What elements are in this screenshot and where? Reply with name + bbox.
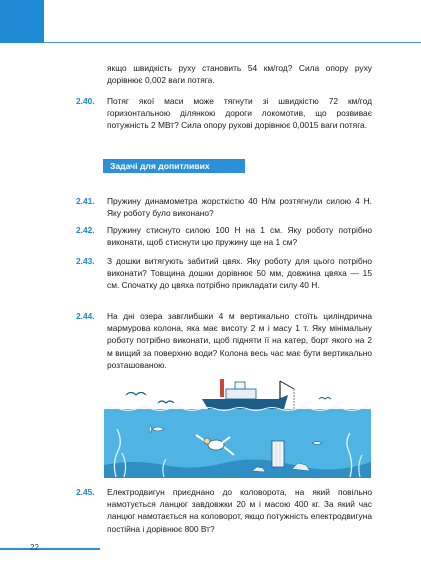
problem-number: 2.45. — [76, 487, 95, 497]
problem-number: 2.44. — [76, 311, 95, 321]
corner-block — [0, 0, 44, 43]
problem-text: Пружину динамометра жорсткістю 40 Н/м розтягнули силою 4 Н. Яку роботу було виконано? — [107, 196, 372, 219]
problem-number: 2.41. — [76, 196, 95, 206]
problem-text: На дні озера завглибшки 4 м вертикально стоїть циліндрична мармурова колона, яка має висоту 2 м і масу 1 т. Яку мінімальну роботу потрібно виконати, щоб підняти її на катер, борт якого на 2 м вищий за поверхню води? Колона весь час має бути вертикально розташованою. — [107, 311, 372, 370]
problem-number: 2.43. — [76, 256, 95, 266]
problem-text: Пружину стиснуто силою 100 Н на 1 см. Яку роботу потрібно виконати, щоб стиснути цю пружину ще на 1 см? — [107, 225, 372, 248]
problem-number: 2.42. — [76, 225, 95, 235]
problem-text: Потяг якої маси може тягнути зі швидкістю 72 км/год горизонтальною ділянкою дороги локомотив, що розвиває потужність 2 МВт? Сила опору руховi дорівнює 0,0015 ваги потяга. — [107, 96, 372, 131]
problem-text: Електродвигун приєднано до коловорота, на який повільно намотується ланцюг завдовжки 20 м і масою 400 кг. За який час ланцюг намотається на коловорот, якщо потужність електродвигуна постійна і дорівнює 800 Вт? — [107, 487, 372, 534]
intro-text: якщо швидкість руху становить 54 км/год? Сила опору руху дорівнює 0,002 ваги потяга. — [107, 63, 372, 86]
underwater-illustration — [104, 373, 371, 478]
section-heading — [103, 159, 245, 173]
problem-text: З дошки витягують забитий цвях. Яку роботу для цього потрібно виконати? Товщина дошки дорівнює 50 мм, довжина цвяха — 15 см. Спочатку до цвяха потрібно прикладати силу 40 Н. — [107, 256, 372, 291]
problem-number: 2.40. — [76, 96, 95, 106]
section-title: Задачі для допитливих — [110, 161, 210, 171]
bottom-divider — [0, 548, 100, 550]
page-number: 22 — [30, 543, 39, 552]
top-divider — [44, 42, 421, 43]
